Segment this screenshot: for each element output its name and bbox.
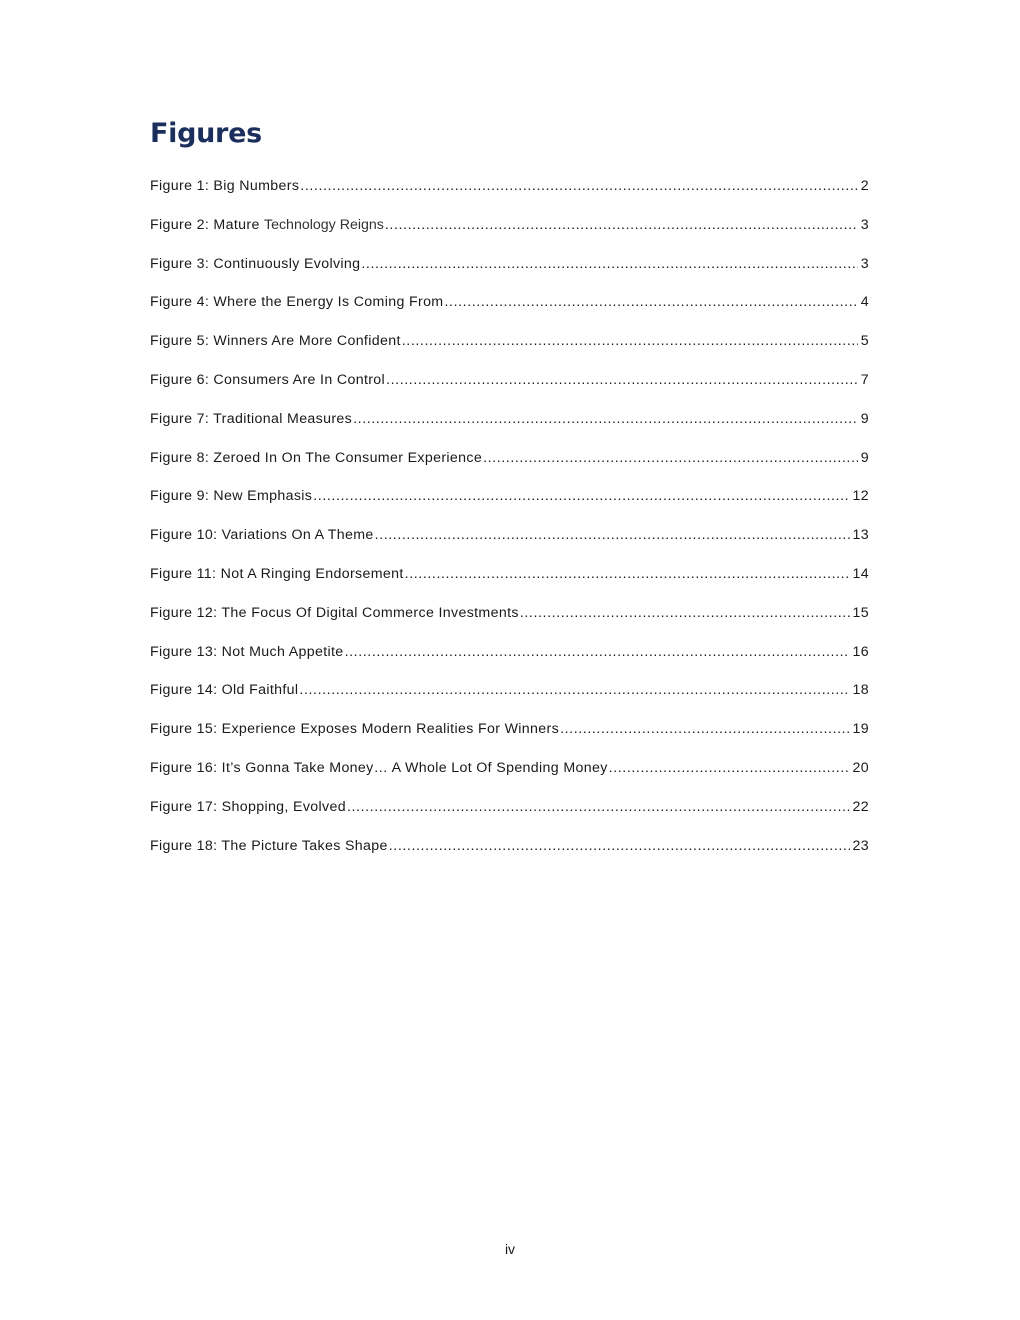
- toc-entry-label: Figure 1: Big Numbers: [150, 178, 300, 194]
- toc-entry-page: 20: [852, 759, 869, 776]
- toc-entry-page: 12: [852, 488, 869, 505]
- dot-leader: [353, 409, 858, 429]
- dot-leader: [386, 370, 858, 390]
- toc-entry-page: 18: [852, 682, 869, 699]
- toc-entry-label: Figure 6: Consumers Are In Control: [150, 371, 386, 388]
- dot-leader: [345, 642, 850, 662]
- toc-entry-page: 9: [860, 449, 869, 466]
- toc-entry-page: 19: [852, 721, 869, 738]
- toc-entry[interactable]: [150, 758, 869, 797]
- toc-entry-page: 2: [860, 178, 869, 194]
- toc-entry-label: Figure 11: Not A Ringing Endorsement: [150, 565, 404, 582]
- toc-entry-page: 9: [860, 410, 869, 427]
- toc-entry[interactable]: [150, 797, 869, 836]
- toc-entry[interactable]: [150, 719, 869, 758]
- toc-entry[interactable]: [150, 215, 869, 254]
- table-of-figures: [150, 176, 869, 874]
- toc-entry-page: 5: [860, 333, 869, 350]
- dot-leader: [520, 603, 850, 623]
- toc-entry[interactable]: [150, 525, 869, 564]
- dot-leader: [444, 292, 857, 312]
- dot-leader: [375, 525, 850, 545]
- page-number: iv: [504, 1241, 516, 1257]
- toc-entry[interactable]: [150, 292, 869, 331]
- dot-leader: [347, 797, 850, 817]
- toc-entry[interactable]: [150, 486, 869, 525]
- page-title: Figures: [150, 118, 262, 149]
- toc-entry[interactable]: [150, 603, 869, 642]
- toc-entry[interactable]: [150, 836, 869, 875]
- dot-leader: [385, 215, 858, 235]
- toc-entry[interactable]: [150, 448, 869, 487]
- toc-entry-label: Figure 16: It’s Gonna Take Money… A Whole Lot Of Spending Money: [150, 759, 608, 776]
- dot-leader: [389, 836, 850, 856]
- toc-entry-label-part: Figure 2: Mature: [150, 216, 264, 233]
- toc-entry-page: 3: [860, 216, 869, 233]
- toc-entry-label: Figure 10: Variations On A Theme: [150, 527, 374, 544]
- toc-entry-page: 23: [852, 837, 869, 854]
- toc-entry-label: Figure 17: Shopping, Evolved: [150, 798, 346, 815]
- toc-entry-label: Figure 15: Experience Exposes Modern Realities For Winners: [150, 721, 560, 738]
- toc-entry-page: 7: [860, 371, 869, 388]
- toc-entry[interactable]: [150, 409, 869, 448]
- dot-leader: [560, 719, 849, 739]
- toc-entry[interactable]: [150, 331, 869, 370]
- toc-entry-label: Figure 18: The Picture Takes Shape: [150, 837, 388, 854]
- dot-leader: [483, 448, 858, 468]
- toc-entry[interactable]: [150, 254, 869, 293]
- toc-entry-page: 16: [852, 643, 869, 660]
- toc-entry[interactable]: [150, 680, 869, 719]
- toc-entry[interactable]: [150, 564, 869, 603]
- toc-entry-label: Figure 3: Continuously Evolving: [150, 255, 361, 272]
- toc-entry-page: 15: [852, 604, 869, 621]
- toc-entry-page: 3: [860, 255, 869, 272]
- toc-entry-label: Figure 7: Traditional Measures: [150, 410, 353, 427]
- toc-entry-label-part-alt-font: Technology Reigns: [263, 216, 384, 233]
- dot-leader: [313, 486, 849, 506]
- toc-entry-page: 4: [860, 294, 869, 311]
- toc-entry-label: Figure 4: Where the Energy Is Coming From: [150, 294, 444, 311]
- toc-entry-label: Figure 9: New Emphasis: [150, 488, 313, 505]
- toc-entry-label: Figure 13: Not Much Appetite: [150, 643, 344, 660]
- toc-entry-page: 14: [852, 565, 869, 582]
- toc-entry[interactable]: [150, 370, 869, 409]
- toc-entry-label: Figure 14: Old Faithful: [150, 682, 299, 699]
- dot-leader: [609, 758, 850, 778]
- dot-leader: [300, 176, 857, 196]
- dot-leader: [402, 331, 858, 351]
- toc-entry-page: 22: [852, 798, 869, 815]
- toc-entry-label: Figure 12: The Focus Of Digital Commerce Investments: [150, 604, 519, 621]
- toc-entry-page: 13: [852, 527, 869, 544]
- toc-entry-label: [150, 215, 384, 235]
- dot-leader: [361, 254, 857, 274]
- toc-entry[interactable]: [150, 642, 869, 681]
- toc-entry[interactable]: [150, 176, 869, 215]
- dot-leader: [299, 680, 849, 700]
- toc-entry-label: Figure 8: Zeroed In On The Consumer Experience: [150, 449, 483, 466]
- toc-entry-label: Figure 5: Winners Are More Confident: [150, 333, 401, 350]
- dot-leader: [405, 564, 850, 584]
